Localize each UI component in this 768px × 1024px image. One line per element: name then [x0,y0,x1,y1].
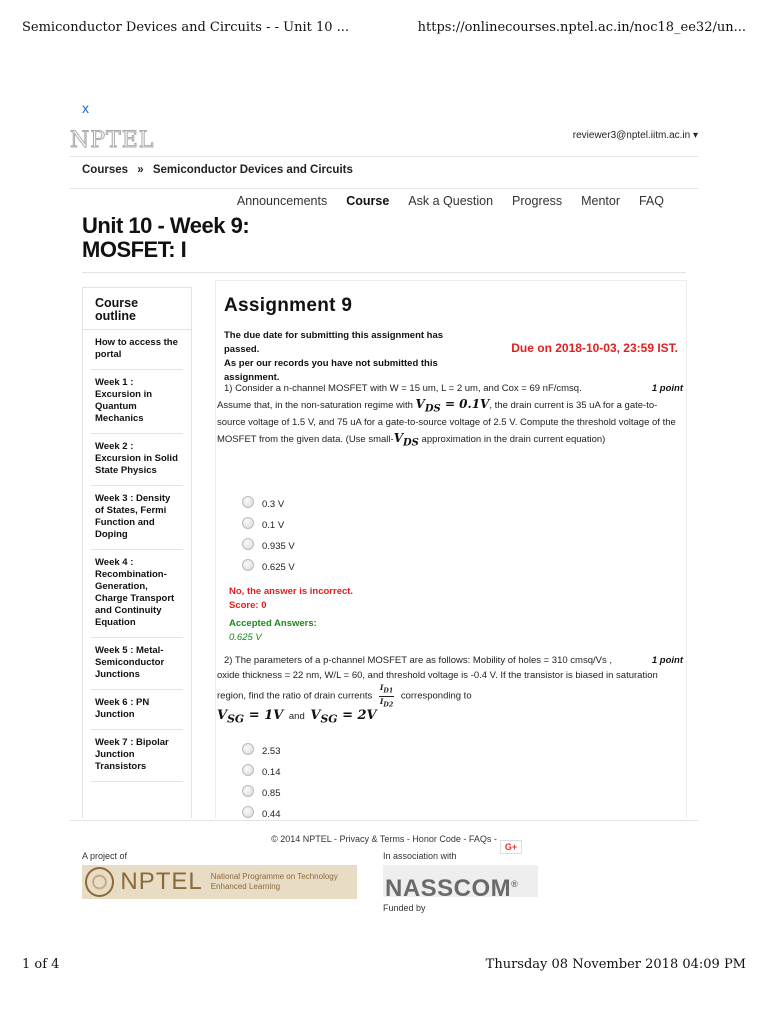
print-timestamp: Thursday 08 November 2018 04:09 PM [485,957,746,972]
sidebar-heading: Course outline [83,288,191,330]
question-1-text-c: , the drain current is 35 uA for a gate-to-source voltage of 1.5 V, and 75 uA for a gate-to-source voltage of 2.5 V. Compute the threshold voltage of the MOSFET from the given data. (Use small- [217,399,676,445]
fraction-id1-id2: $\frac{I_{D1}}{I_{D2}}$ [379,683,394,708]
print-page-url: https://onlinecourses.nptel.ac.in/noc18_ee32/un... [417,20,746,35]
sidebar-item-week-1[interactable]: Week 1 : Excursion in Quantum Mechanics [91,370,183,434]
question-1-text-a: 1) Consider a n-channel MOSFET with W = 15 um, L = 2 um, and Cox = 69 nF/cmsq. [224,383,582,394]
due-notice-line-2: As per our records you have not submitted this assignment. [224,358,438,383]
radio-button[interactable] [242,538,254,550]
page-title: Unit 10 - Week 9: MOSFET: I [82,213,250,262]
association-label: In association with [383,851,457,861]
math-vsg-1: $V_{SG} = 1V$ [217,708,284,726]
divider [70,820,698,821]
breadcrumb-courses[interactable]: Courses [82,164,129,176]
course-nav [237,194,664,208]
due-notice [224,329,479,385]
accepted-answer-value: 0.625 V [229,632,262,643]
question-1-text-b: Assume that, in the non-saturation regime with [217,399,413,411]
question-1-body [217,397,683,451]
breadcrumb [82,164,359,176]
breadcrumb-course[interactable]: Semiconductor Devices and Circuits [152,164,353,176]
nav-mentor[interactable]: Mentor [581,194,620,208]
option-row[interactable] [242,762,281,783]
radio-button[interactable] [242,785,254,797]
sidebar-item-week-3[interactable]: Week 3 : Density of States, Fermi Function and Doping [91,486,183,550]
question-2-text-a: 2) The parameters of a p-channel MOSFET are as follows: Mobility of holes = 310 cmsq/Vs , [224,655,613,666]
close-button[interactable]: x [82,100,89,116]
print-page-number: 1 of 4 [22,957,60,972]
math-vds-2: $V_{DS}$ [393,430,419,449]
question-2-text-b: oxide thickness = 22 nm, W/L = 60, and threshold voltage is -0.4 V. If the transistor is biased in saturation region, find the ratio of drain currents [217,669,658,702]
question-2-text-c: corresponding to [398,690,472,702]
sidebar-item-week-7[interactable]: Week 7 : Bipolar Junction Transistors [91,730,183,782]
radio-button[interactable] [242,559,254,571]
sidebar-item-week-2[interactable]: Week 2 : Excursion in Solid State Physics [91,434,183,486]
math-vds: $V_{DS} = 0.1V$ [415,396,490,414]
divider [82,272,686,273]
option-label: 0.625 V [262,562,295,573]
footer-links[interactable]: © 2014 NPTEL - Privacy & Terms - Honor Code - FAQs - [271,834,497,844]
question-2 [217,654,683,727]
option-label: 0.14 [262,767,281,778]
funded-by-label: Funded by [383,903,426,913]
option-row[interactable] [242,557,295,578]
option-label: 0.1 V [262,520,285,531]
due-notice-line-1: The due date for submitting this assignment has passed. [224,330,444,355]
sidebar-item-how-to-access[interactable]: How to access the portal [91,330,183,370]
assignment-title: Assignment 9 [224,295,353,316]
option-label: 0.935 V [262,541,295,552]
nav-course[interactable]: Course [346,194,390,208]
question-2-conditions [217,709,683,727]
nptel-banner-subtitle: National Programme on Technology Enhanced Learning [210,872,338,891]
divider [70,188,698,189]
question-1-points: 1 point [651,383,683,394]
nptel-logo[interactable]: NPTEL [70,128,155,153]
sidebar-item-week-6[interactable]: Week 6 : PN Junction [91,690,183,730]
project-of-label: A project of [82,851,128,861]
top-bar [70,124,698,157]
question-2-options [242,741,281,818]
sidebar-item-week-5[interactable]: Week 5 : Metal-Semiconductor Junctions [91,638,183,690]
print-header [22,20,746,35]
radio-button[interactable] [242,806,254,818]
nptel-seal-icon [85,867,114,897]
question-2-body [217,669,683,710]
breadcrumb-separator: » [137,164,144,176]
nav-announcements[interactable]: Announcements [236,194,328,208]
google-plus-icon[interactable]: G+ [500,840,522,854]
assignment-panel [215,280,687,818]
question-2-points: 1 point [651,655,683,666]
nav-faq[interactable]: FAQ [638,194,664,208]
print-page-title: Semiconductor Devices and Circuits - - Unit 10 ... [22,20,350,35]
option-label: 0.3 V [262,499,285,510]
due-date: Due on 2018-10-03, 23:59 IST. [511,341,678,355]
math-vsg-2: $V_{SG} = 2V$ [310,708,377,726]
accepted-answers-label: Accepted Answers: [229,618,317,629]
option-label: 0.44 [262,809,281,818]
option-label: 0.85 [262,788,281,799]
question-1-options [242,494,295,578]
question-1-text-d: approximation in the drain current equation) [418,433,606,445]
question-1 [217,382,683,451]
radio-button[interactable] [242,743,254,755]
radio-button[interactable] [242,496,254,508]
nptel-banner[interactable] [82,865,357,899]
option-row[interactable] [242,783,281,804]
option-label: 2.53 [262,746,281,757]
nptel-banner-word: NPTEL [120,868,203,895]
nasscom-logo[interactable]: NASSCOM® [383,865,538,897]
nav-ask-question[interactable]: Ask a Question [408,194,494,208]
user-menu[interactable]: reviewer3@nptel.iitm.ac.in ▾ [572,130,698,141]
nav-progress[interactable]: Progress [512,194,563,208]
score-text: Score: 0 [229,600,267,611]
question-1-result [229,585,353,645]
option-row[interactable] [242,494,295,515]
radio-button[interactable] [242,517,254,529]
sidebar-item-week-4[interactable]: Week 4 : Recombination-Generation, Charge Transport and Continuity Equation [91,550,183,638]
radio-button[interactable] [242,764,254,776]
result-incorrect: No, the answer is incorrect. [229,586,354,597]
option-row[interactable] [242,804,281,818]
and-text: and [288,711,305,722]
print-footer [22,957,746,972]
option-row[interactable] [242,741,281,762]
option-row[interactable] [242,515,295,536]
option-row[interactable] [242,536,295,557]
course-outline-sidebar [82,287,192,818]
